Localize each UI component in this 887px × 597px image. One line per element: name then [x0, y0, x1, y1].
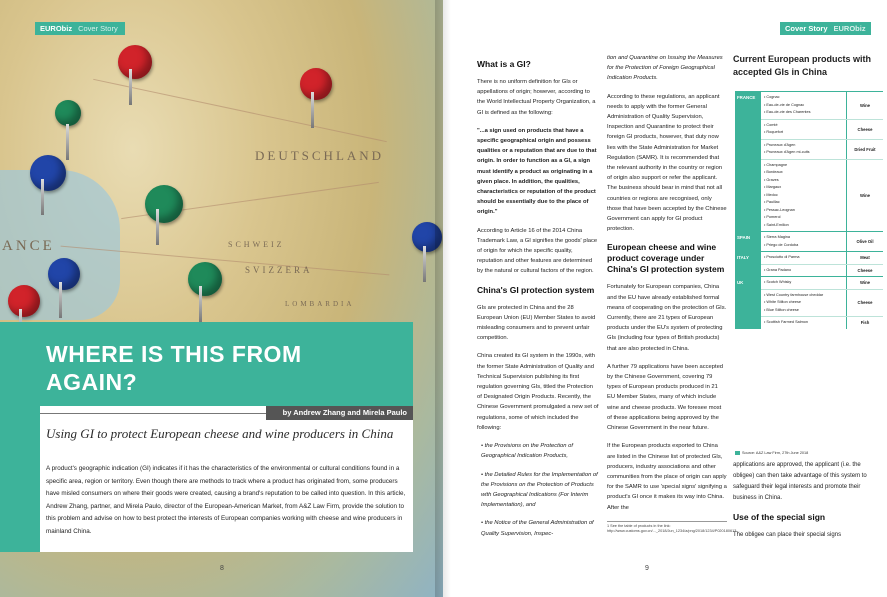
column-2: [607, 53, 740, 534]
category-cell: Cheese: [846, 120, 883, 139]
product-name: • West Country farmhouse cheddar: [764, 292, 824, 297]
product-name: • Bordeaux: [764, 170, 783, 174]
product-group: [761, 140, 883, 160]
article-title: WHERE IS THIS FROM AGAIN?: [46, 341, 302, 395]
category-cell: Fish: [846, 317, 883, 329]
column-1: [477, 53, 599, 547]
map-pin-icon: [300, 68, 332, 100]
category-cell: Wine: [846, 277, 883, 289]
product-name: • Medoc: [764, 192, 778, 197]
product-group: [761, 120, 883, 140]
product-name: • Blue Stilton cheese: [764, 307, 799, 312]
heading-special-sign: Use of the special sign: [733, 512, 826, 522]
product-name: • Roquefort: [764, 130, 784, 134]
product-name: • Champagne: [764, 162, 788, 167]
map-label: SVIZZERA: [245, 265, 313, 275]
page-number: 8: [220, 565, 224, 572]
source-text: Source: A&Z Law Firm, 27th June 2018: [742, 451, 809, 455]
paragraph: GIs are protected in China and the 28 European Union (EU) Member States to avoid misleading consumers and to prevent unfair competition.: [477, 304, 596, 342]
bullet-item: • the Notice of the General Administration of Quality Supervision, Inspec-: [481, 520, 594, 537]
map-pin-icon: [145, 185, 183, 223]
product-name: • Saint-Emilion: [764, 222, 789, 227]
heading-cheese-wine-coverage: European cheese and wine product coverage under China's GI protection system: [607, 242, 725, 275]
product-name: • Graves: [764, 177, 779, 182]
map-label: DEUTSCHLAND: [255, 148, 385, 163]
heading-china-gi-system: China's GI protection system: [477, 284, 595, 295]
right-page: [443, 0, 887, 597]
section-tag: [780, 22, 871, 35]
country-cell: SPAIN: [735, 232, 761, 251]
page-number: 9: [645, 565, 649, 572]
product-group: [761, 160, 883, 232]
paragraph: tion and Quarantine on Issuing the Measures for the Protection of Foreign Geographical Indication Products.: [607, 55, 723, 82]
product-name: • Sierra Magina: [764, 235, 791, 239]
product-name: • Pessac-Leognan: [764, 207, 795, 212]
product-name: • Eau-de-vie de Cognac: [764, 102, 805, 107]
product-name: • Pomerol: [764, 215, 781, 219]
map-label: SCHWEIZ: [228, 240, 285, 249]
paragraph: There is no uniform definition for GIs or appellations of origin; however, according to the World Intellectual Property Organization, a GI is defined as the following:: [477, 79, 596, 116]
product-group: [761, 277, 883, 290]
spine-shadow: [435, 0, 451, 597]
product-name: • Eau-de-vie des Charentes: [764, 110, 811, 114]
left-page: [0, 0, 443, 597]
paragraph: According to Article 16 of the 2014 China Trademark Law, a GI signifies the goods' place of origin for which the specific quality, reputation and other features are determined by the natural or cultural factors of the region.: [477, 227, 598, 275]
map-pin-icon: [55, 100, 81, 126]
product-name: • Margaux: [764, 185, 782, 189]
product-group: [761, 252, 883, 265]
map-pin-icon: [30, 155, 66, 191]
article-intro: A product's geographic indication (GI) indicates if it has the characteristics of the environmental or cultural conditions found in a specific area, region or territory. Even though there are methods to track where a product has originated from, some producers have misled consumers on where their goods were created, causing a brand's reputation to be called into question. In this article, Andrew Zhang, partner, and Mirela Paulo, director of the European-American Market, from A&Z Law Firm, provide the solution to this problem and advise on how to best protect the interests of European companies working with cheese and wine producers in mainland China.: [46, 465, 406, 535]
product-group: [761, 265, 883, 277]
product-name: • Pruneaux d'Agen mi-cuits: [764, 150, 810, 154]
brand-label: EURObiz: [833, 24, 866, 33]
table-source: [735, 451, 808, 455]
brand-label: EURObiz: [40, 24, 73, 33]
table-row: [735, 231, 883, 251]
paragraph: China created its GI system in the 1990s, with the former State Administration of Quality and Technical Supervision publishing its first regulation governing GIs, titled the Protection of Designated Origin Products. Recently, the Chinese Government promulgated a new set of regulations, some of which included the following:: [477, 353, 599, 431]
bullet-item: • the Provisions on the Protection of Geographical Indication Products,: [481, 443, 573, 460]
category-cell: Meat: [846, 252, 883, 264]
map-pin-icon: [188, 262, 222, 296]
country-cell: ITALY: [735, 252, 761, 276]
bullet-item: • the Detailed Rules for the Implementation of the Provisions on the Protection of Products with Geographical Indications (For Interim Implementation), and: [481, 471, 598, 509]
product-group: [761, 290, 883, 318]
map-border: [93, 79, 387, 142]
category-cell: Wine: [846, 160, 883, 232]
quote: "...a sign used on products that have a specific geographical origin and possess qualities or a reputation that are due to that origin. In order to function as a GI, a sign must identify a product as originating in a given place. In addition, the qualities, characteristics or reputation of the product should be essentially due to the place of origin.": [477, 127, 597, 216]
gi-products-table: [735, 91, 883, 329]
product-name: • Comté: [764, 122, 778, 127]
country-cell: UK: [735, 277, 761, 329]
article-subtitle: Using GI to protect European cheese and wine producers in China: [46, 426, 394, 441]
category-cell: Dried Fruit: [846, 140, 883, 159]
paragraph: applications are approved, the applicant (i.e. the obligee) can then take advantage of this system to safeguard their legal interests and promote their business in China.: [733, 462, 867, 501]
map-pin-icon: [48, 258, 80, 290]
column-3: [733, 460, 883, 549]
category-cell: Cheese: [846, 265, 883, 277]
section-label: Cover Story: [78, 24, 118, 33]
category-cell: Wine: [846, 92, 883, 119]
map-pin-icon: [8, 285, 40, 317]
paragraph: If the European products exported to China are listed in the Chinese list of protected GIs, producers, industry associations and other communities from the place of origin can apply for the SAMR to use 'special signs' signifying a product's GI once it makes its way into China. After the: [607, 443, 727, 511]
table-row: [735, 251, 883, 276]
product-name: • Scotch Whisky: [764, 280, 792, 284]
product-group: [761, 92, 883, 120]
paragraph: A further 79 applications have been accepted by the Chinese Government, covering 79 types of European products produced in 21 EU Member States, many of which include wine and cheese products. We foresee most of these applications being approved by the Chinese Government in the near future.: [607, 363, 724, 432]
product-group: [761, 232, 883, 251]
footnote: 1 See the table of products in the link: http://www.customs.gov.cn/..._2018/Jun_1234/a/png/2018/1234/P020180613...: [607, 521, 727, 534]
map-label: LOMBARDIA: [285, 300, 355, 308]
map-pin-icon: [118, 45, 152, 79]
table-title: Current European products with accepted GIs in China: [733, 54, 872, 77]
product-name: • Grana Padano: [764, 267, 792, 272]
product-name: • Cognac: [764, 95, 780, 99]
paragraph: Fortunately for European companies, China and the EU have already established formal means of cooperating on the protection of GIs. Currently, there are 21 types of European products under the EU's system of protecting GIs (including four types of British products) that are also protected in China.: [607, 284, 727, 352]
product-name: • Pauillac: [764, 200, 780, 204]
paragraph: The obligee can place their special signs: [733, 532, 842, 538]
map-label: ANCE: [2, 238, 55, 254]
product-name: • White Stilton cheese: [764, 300, 801, 304]
product-name: • Scottish Farmed Salmon: [764, 320, 808, 324]
paragraph: According to these regulations, an applicant needs to apply with the former General Administration of Quality Supervision, Inspection and Quarantine to protect their foreign GI products, however, that duty now lies with the State Administration for Market Regulation (SAMR). It is recommended that the relevant authority in the country or region of origin also support or refer the applicant. The business should bear in mind that not all countries or regions are recognised, only those that have been accepted by the Chinese Government can apply for GI product protection.: [607, 93, 727, 233]
country-cell: FRANCE: [735, 92, 761, 231]
table-row: [735, 91, 883, 231]
product-name: • Prosciutto di Parma: [764, 255, 800, 259]
section-tag: [35, 22, 125, 35]
category-cell: Olive Oil: [846, 232, 883, 251]
product-name: • Priego de Cordoba: [764, 242, 799, 247]
feature-title-block: [40, 322, 413, 406]
section-label: Cover Story: [785, 24, 828, 33]
category-cell: Cheese: [846, 290, 883, 317]
product-name: • Pruneaux d'Agen: [764, 142, 796, 147]
heading-what-is-gi: What is a GI?: [477, 59, 531, 69]
feature-accent-bar: [0, 322, 40, 552]
table-row: [735, 276, 883, 329]
product-group: [761, 317, 883, 329]
byline-rule: [40, 413, 266, 414]
byline: by Andrew Zhang and Mirela Paulo: [266, 406, 413, 420]
